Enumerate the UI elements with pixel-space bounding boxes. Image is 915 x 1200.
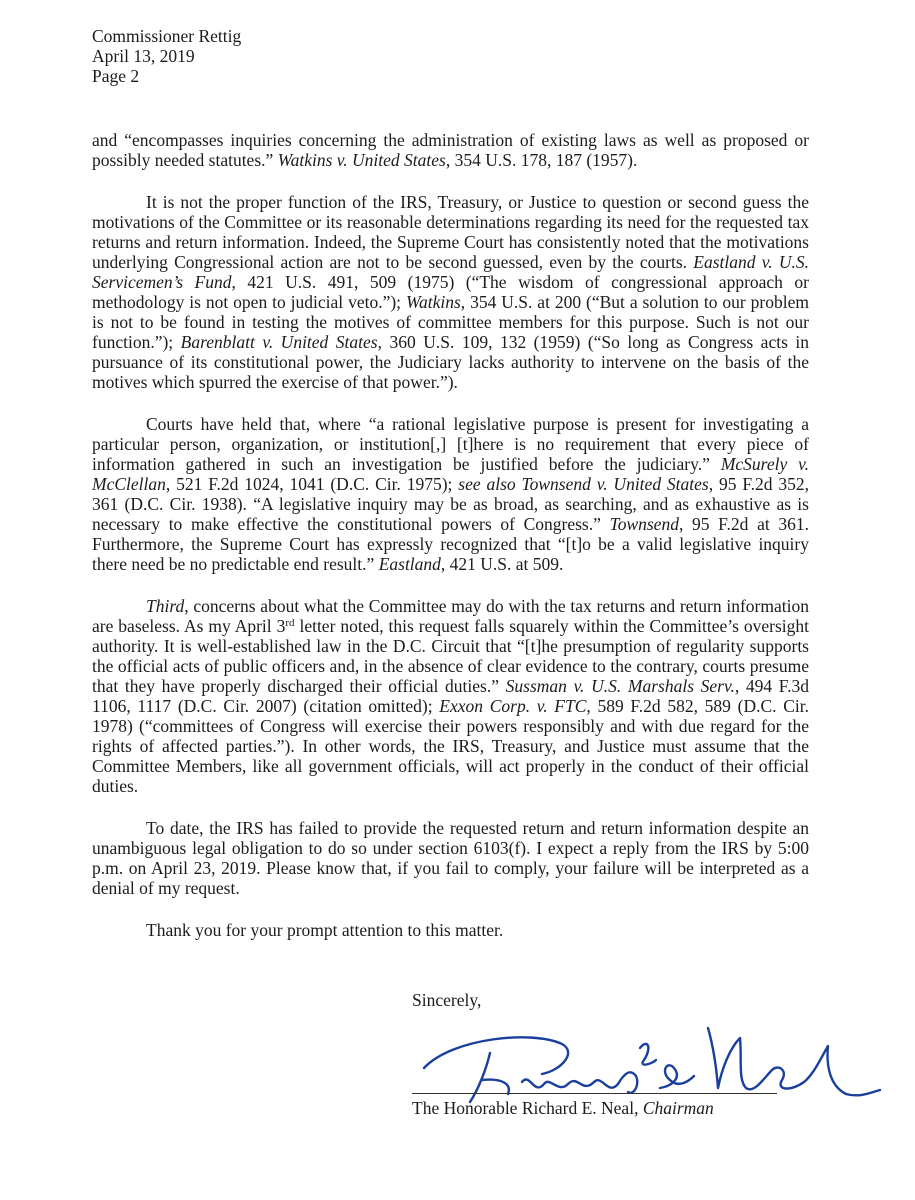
date-line: April 13, 2019: [92, 46, 195, 66]
text-run: , 421 U.S. at 509.: [440, 554, 564, 574]
case-citation: Third: [146, 596, 185, 616]
text-run: , 494 F.3d 1106, 1117 (D.C. Cir. 2007) (citation omitted);: [92, 676, 809, 716]
text-run: , 589 F.2d 582, 589 (D.C. Cir. 1978) (“committees of Congress will exercise their powers responsibly and with due regard for the rights of affected parties.”). In other words, the IRS, Treasury, and Justice must assume that the Committee Members, like all government officials, will act properly in the conduct of their official duties.: [92, 696, 809, 796]
case-citation: Townsend: [609, 514, 679, 534]
case-citation: Watkins v. United States: [277, 150, 446, 170]
paragraph-thanks: [92, 920, 809, 940]
text-run: , 360 U.S. 109, 132 (1959) (“So long as Congress acts in pursuance of its constitutional power, the Judiciary lacks authority to intervene on the basis of the motives which spurred the exercise of that power.”).: [92, 332, 809, 392]
text-run: Courts have held that, where “a rational legislative purpose is present for investigating a particular person, organization, or institution[,] [t]here is no requirement that every piece of information gathered in such an investigation be justified before the judiciary.”: [92, 414, 809, 474]
text-run: , 421 U.S. 491, 509 (1975) (“The wisdom of congressional approach or methodology is not open to judicial veto.”);: [92, 272, 810, 312]
text-run: and “encompasses inquiries concerning the administration of existing laws as well as proposed or possibly needed statutes.”: [92, 130, 809, 170]
text-run: Thank you for your prompt attention to this matter.: [146, 920, 504, 940]
signer-name: The Honorable Richard E. Neal,: [412, 1098, 643, 1118]
signer-title: Chairman: [642, 1098, 714, 1118]
text-run: , concerns about what the Committee may do with the tax returns and return information are baseless. As my April 3: [92, 596, 809, 636]
text-run: , 354 U.S. 178, 187 (1957).: [445, 150, 638, 170]
paragraph-deadline: [92, 818, 809, 898]
case-citation: Sussman v. U.S. Marshals Serv.: [505, 676, 735, 696]
text-run: , 521 F.2d 1024, 1041 (D.C. Cir. 1975);: [165, 474, 459, 494]
signer-block: [412, 1098, 714, 1118]
text-run: , 354 U.S. at 200 (“But a solution to our problem is not to be found in testing the motives of committee members for this purpose. Such is not our function.”);: [92, 292, 809, 352]
text-run: To date, the IRS has failed to provide the requested return and return information despite an unambiguous legal obligation to do so under section 6103(f). I expect a reply from the IRS by 5:00 p.m. on April 23, 2019. Please know that, if you fail to comply, your failure will be interpreted as a denial of my request.: [92, 818, 809, 898]
paragraph-courts: [92, 414, 809, 574]
letter-body: [92, 130, 809, 962]
case-citation: Eastland v. U.S. Servicemen’s Fund: [92, 252, 809, 292]
letter-header: [92, 26, 241, 86]
case-citation: Exxon Corp. v. FTC: [439, 696, 587, 716]
ordinal-suffix: rd: [285, 617, 295, 629]
case-citation: Eastland: [378, 554, 441, 574]
case-citation: McSurely v. McClellan: [92, 454, 810, 494]
case-citation: see also Townsend v. United States: [458, 474, 709, 494]
case-citation: Barenblatt v. United States: [180, 332, 378, 352]
paragraph-continuation: [92, 130, 809, 170]
case-citation: Watkins: [405, 292, 461, 312]
paragraph-motivations: [92, 192, 809, 392]
page-number: Page 2: [92, 66, 140, 86]
closing: Sincerely,: [412, 990, 482, 1010]
text-run: letter noted, this request falls squarely within the Committee’s oversight authority. It is well-established law in the D.C. Circuit that “[t]he presumption of regularity supports the official acts of public officers and, in the absence of clear evidence to the contrary, courts presume that they have properly discharged their official duties.”: [92, 616, 809, 696]
text-run: It is not the proper function of the IRS, Treasury, or Justice to question or second guess the motivations of the Committee or its reasonable determinations regarding its need for the requested tax returns and return information. Indeed, the Supreme Court has consistently noted that the motivations underlying Congressional action are not to be second guessed, even by the courts.: [92, 192, 809, 272]
paragraph-third: [92, 596, 809, 796]
text-run: , 95 F.2d 352, 361 (D.C. Cir. 1938). “A legislative inquiry may be as broad, as searching, and as exhaustive as is necessary to make effective the constitutional powers of Congress.”: [92, 474, 810, 534]
signature-line: [412, 1093, 777, 1094]
recipient-line: Commissioner Rettig: [92, 26, 242, 46]
text-run: , 95 F.2d at 361. Furthermore, the Supreme Court has expressly recognized that “[t]o be a valid legislative inquiry there need be no predictable end result.”: [92, 514, 809, 574]
